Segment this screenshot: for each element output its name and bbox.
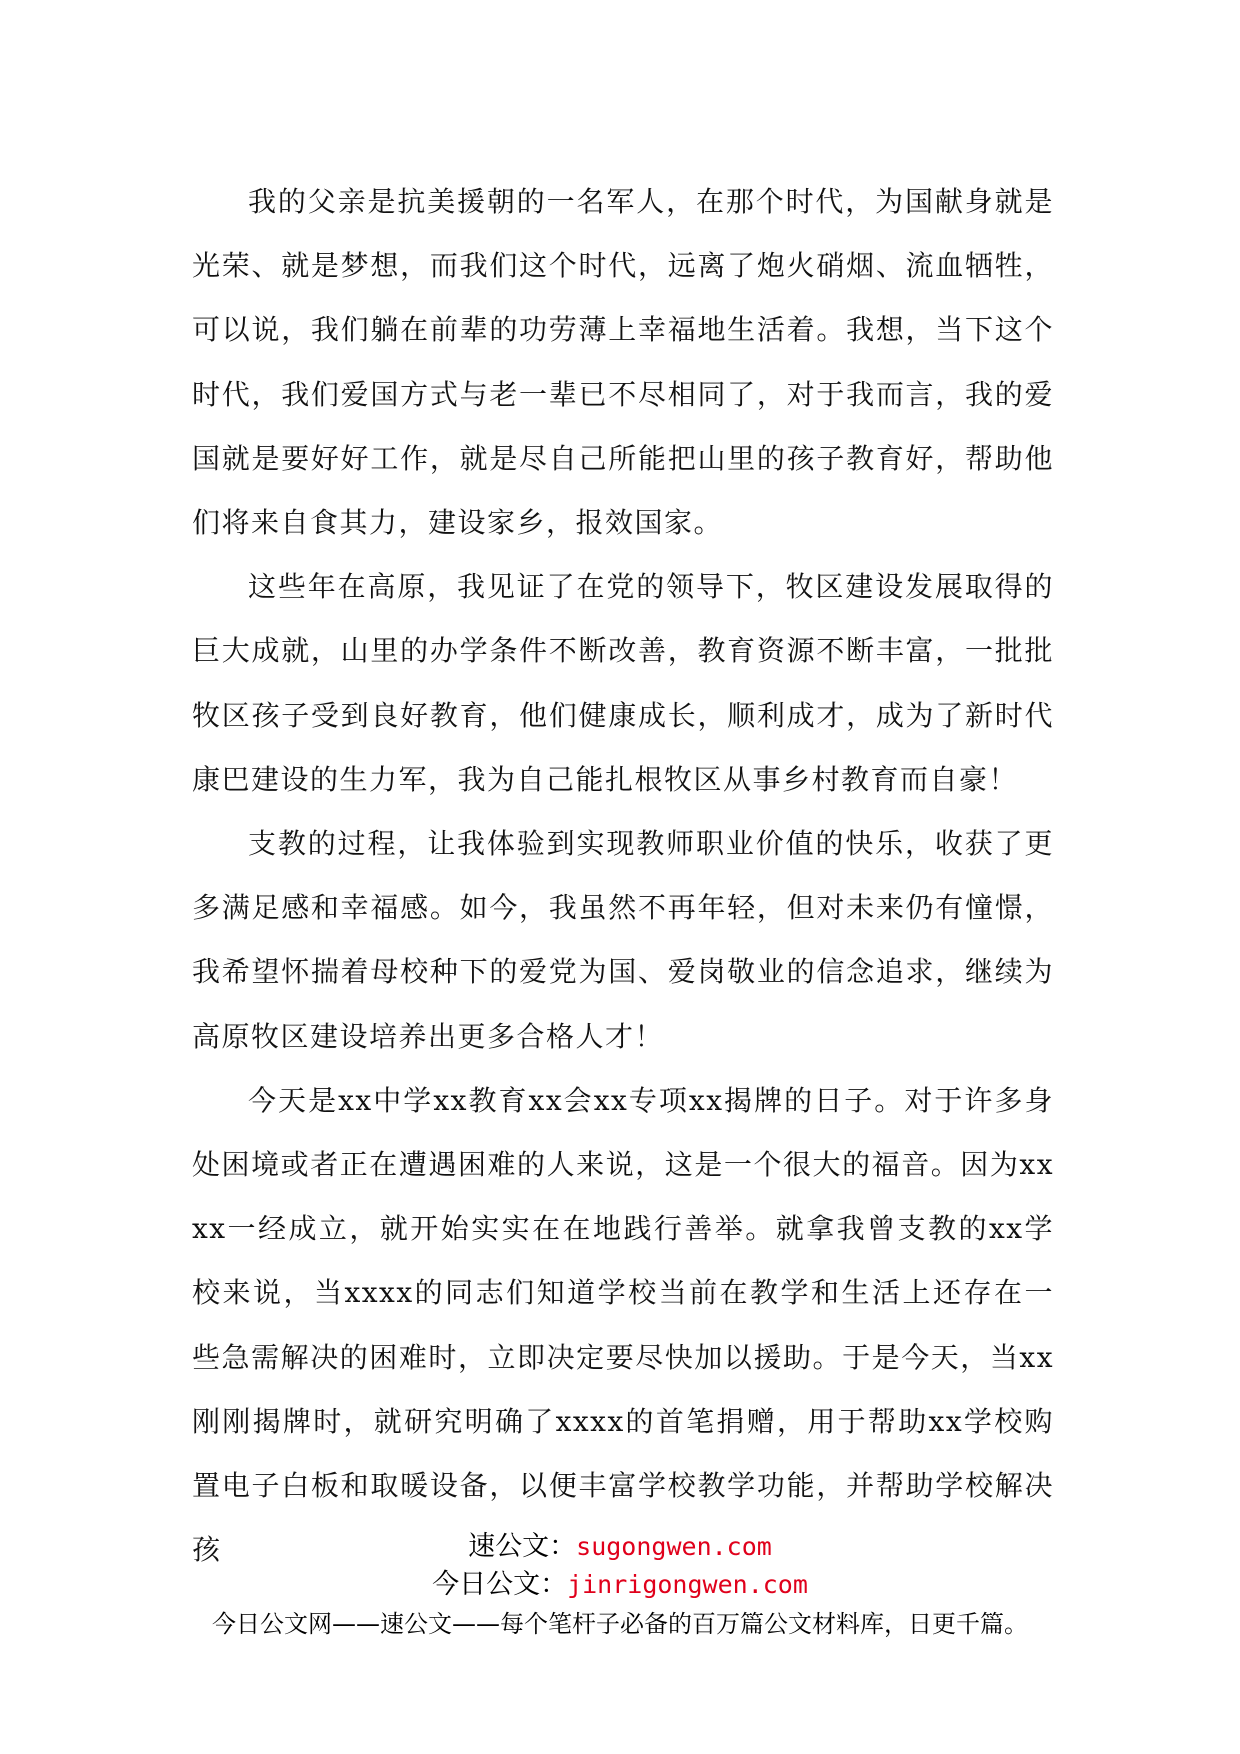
footer-jinrigongwen-line xyxy=(0,1566,1240,1604)
paragraph-2: 这些年在高原，我见证了在党的领导下，牧区建设发展取得的巨大成就，山里的办学条件不断改善，教育资源不断丰富，一批批牧区孩子受到良好教育，他们健康成长，顺利成才，成为了新时代康巴建设的生力军，我为自己能扎根牧区从事乡村教育而自豪！ xyxy=(192,570,1054,796)
footer-jinrigongwen-link[interactable]: jinrigongwen.com xyxy=(567,1570,808,1599)
footer-sugongwen-link[interactable]: sugongwen.com xyxy=(576,1532,772,1561)
footer-slogan: 今日公文网——速公文——每个笔杆子必备的百万篇公文材料库，日更千篇。 xyxy=(212,1610,1028,1638)
footer-sugongwen-line xyxy=(0,1528,1240,1566)
document-body xyxy=(192,170,1054,1582)
paragraph-1: 我的父亲是抗美援朝的一名军人，在那个时代，为国献身就是光荣、就是梦想，而我们这个时代，远离了炮火硝烟、流血牺牲，可以说，我们躺在前辈的功劳薄上幸福地生活着。我想，当下这个时代，我们爱国方式与老一辈已不尽相同了，对于我而言，我的爱国就是要好好工作，就是尽自己所能把山里的孩子教育好，帮助他们将来自食其力，建设家乡，报效国家。 xyxy=(192,185,1054,540)
paragraph-3: 支教的过程，让我体验到实现教师职业价值的快乐，收获了更多满足感和幸福感。如今，我虽然不再年轻，但对未来仍有憧憬，我希望怀揣着母校种下的爱党为国、爱岗敬业的信念追求，继续为高原牧区建设培养出更多合格人才！ xyxy=(192,827,1054,1053)
paragraph-4: 今天是xx中学xx教育xx会xx专项xx揭牌的日子。对于许多身处困境或者正在遭遇困难的人来说，这是一个很大的福音。因为xxxx一经成立，就开始实实在在地践行善举。就拿我曾支教的xx学校来说，当xxxx的同志们知道学校当前在教学和生活上还存在一些急需解决的困难时，立即决定要尽快加以援助。于是今天，当xx刚刚揭牌时，就研究明确了xxxx的首笔捐赠，用于帮助xx学校购置电子白板和取暖设备，以便丰富学校教学功能，并帮助学校解决孩 xyxy=(192,1083,1054,1567)
footer-jinrigongwen-label: 今日公文： xyxy=(432,1569,568,1600)
footer-sugongwen-label: 速公文： xyxy=(468,1531,577,1562)
page-footer xyxy=(0,1528,1240,1644)
